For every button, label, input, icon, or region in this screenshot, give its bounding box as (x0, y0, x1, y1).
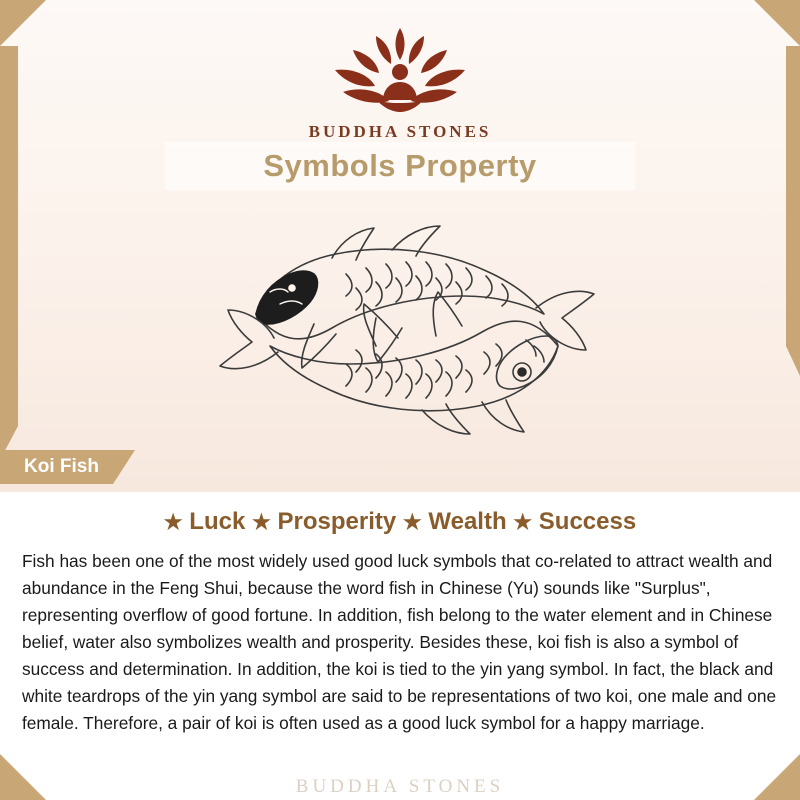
bottom-section (0, 492, 800, 800)
keyword-list (0, 508, 800, 536)
corner-decoration-top-left (0, 0, 46, 46)
keyword-luck: Luck (189, 508, 246, 535)
corner-decoration-bottom-right (754, 754, 800, 800)
two-koi-fish-yin-yang-illustration (196, 196, 616, 464)
section-label-text: Koi Fish (24, 456, 99, 477)
keyword-prosperity: Prosperity (277, 508, 397, 535)
side-bar-left (0, 46, 18, 426)
section-label-tab (0, 450, 135, 484)
corner-decoration-bottom-left (0, 754, 46, 800)
section-label-body (0, 450, 113, 484)
page-title: Symbols Property (263, 148, 537, 183)
lotus-meditation-figure-icon (315, 22, 485, 118)
side-bar-right-taper (786, 346, 800, 376)
star-icon: ★ (251, 511, 271, 534)
corner-decoration-top-right (754, 0, 800, 46)
brand-logo (0, 22, 800, 142)
side-bar-right (786, 46, 800, 346)
brand-name: BUDDHA STONES (308, 122, 492, 141)
star-icon: ★ (402, 511, 422, 534)
watermark-text: BUDDHA STONES (295, 776, 505, 797)
star-icon: ★ (513, 511, 533, 534)
star-icon: ★ (163, 511, 183, 534)
keyword-success: Success (538, 508, 637, 535)
title-banner (165, 142, 635, 190)
description-paragraph: Fish has been one of the most widely used good luck symbols that co-related to attract wealth and abundance in the Feng Shui, because the word fish in Chinese (Yu) sounds like "Surplus", representing overflow of good fortune. In addition, fish belong to the water element and in Chinese belief, water also symbolizes wealth and prosperity. Besides these, koi fish is also a symbol of success and determination. In addition, the koi is tied to the yin yang symbol. In fact, the black and white teardrops of the yin yang symbol are said to be representations of two koi, one male and one female. Therefore, a pair of koi is often used as a good luck symbol for a happy marriage. (22, 551, 777, 733)
keyword-wealth: Wealth (428, 508, 507, 535)
section-label-point (113, 450, 135, 484)
